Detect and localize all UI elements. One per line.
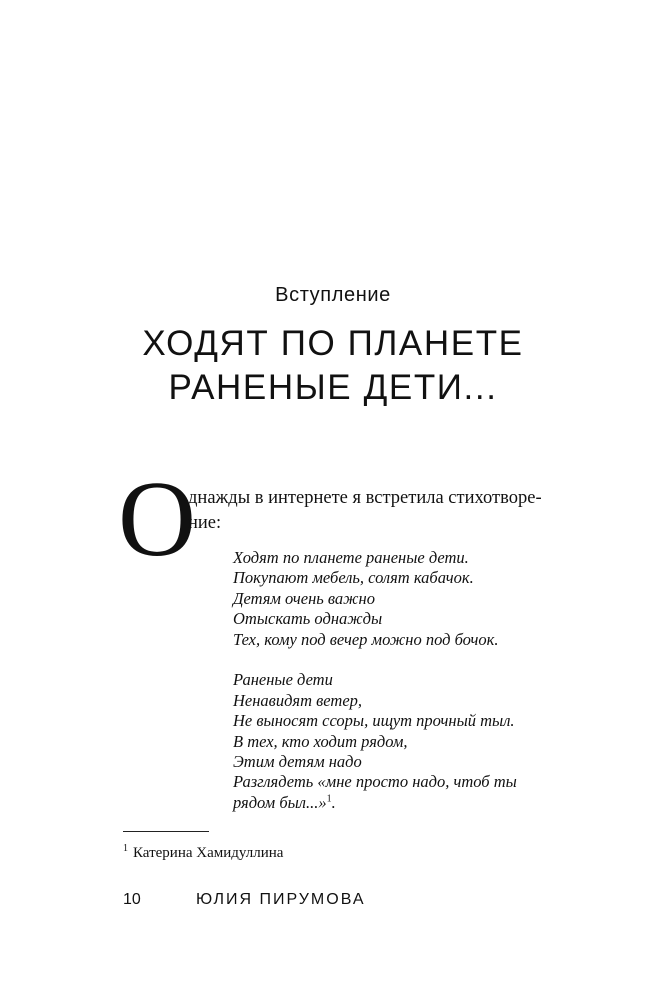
poem-verse: Отыскать однажды [233,609,383,629]
poem-verse: Тех, кому под вечер можно под бочок. [233,629,499,649]
poem-verse: Покупают мебель, солят кабачок. [233,568,474,588]
poem-verse: Ненавидят ветер, [233,690,363,710]
footnote-reference: 1 [326,793,332,805]
chapter-title [0,322,666,410]
chapter-kicker: Вступление [275,284,391,306]
body-paragraph-line: ние: [188,513,222,533]
poem-stanza [233,548,517,650]
footnote-number: 1 [123,843,128,854]
poem-verse-last [233,793,517,813]
running-head: ЮЛИЯ ПИРУМОВА [196,891,366,908]
drop-cap: О [118,460,196,579]
poem-verse: Детям очень важно [233,588,375,608]
poem-stanza [233,670,517,813]
footnote-divider [123,831,209,832]
poem-verse: В тех, кто ходит рядом, [233,731,408,751]
page-number: 10 [123,891,141,908]
poem-block [233,548,517,813]
chapter-title-line: РАНЕНЫЕ ДЕТИ... [168,368,498,407]
poem-verse: Не выносят ссоры, ищут прочный тыл. [233,711,515,731]
poem-verse-text: рядом был...» [233,792,327,812]
body-paragraph-line: днажды в интернете я встретила стихотворе- [188,488,542,508]
footnote-text: Катерина Хамидуллина [133,845,284,861]
poem-verse: Раненые дети [233,670,333,690]
poem-verse: Этим детям надо [233,752,362,772]
poem-verse: Ходят по планете раненые дети. [233,548,469,567]
poem-verse: Разглядеть «мне просто надо, чтоб ты [233,772,517,792]
poem-period: . [331,792,336,812]
chapter-title-line: ХОДЯТ ПО ПЛАНЕТЕ [142,324,524,363]
footnote [123,843,283,863]
